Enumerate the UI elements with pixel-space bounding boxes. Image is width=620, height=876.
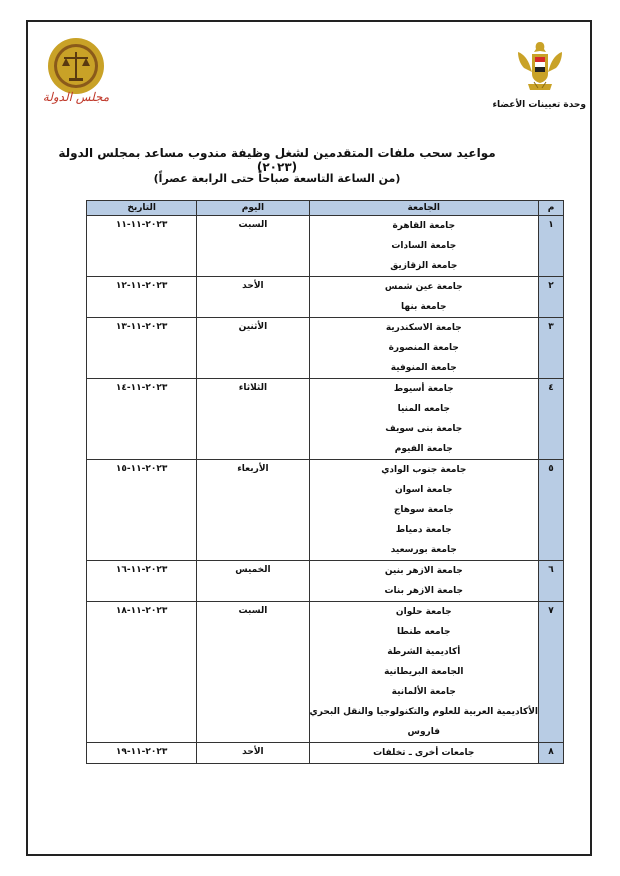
table-row bbox=[87, 318, 564, 379]
schedule-table bbox=[86, 200, 564, 764]
header-university: الجامعة bbox=[309, 201, 539, 216]
row-day: السبت bbox=[197, 602, 309, 743]
row-date: ٢٠٢٣-١١-١٨ bbox=[87, 602, 197, 743]
university-name: جامعه طنطا bbox=[397, 627, 451, 637]
university-name: جامعة اسوان bbox=[395, 485, 453, 495]
table-header-row bbox=[87, 201, 564, 216]
university-name: جامعة سوهاج bbox=[393, 505, 454, 515]
header-date: التاريخ bbox=[87, 201, 197, 216]
row-date: ٢٠٢٣-١١-١٩ bbox=[87, 743, 197, 764]
university-name: جامعه المنيا bbox=[397, 404, 450, 414]
university-name: جامعة جنوب الوادي bbox=[381, 465, 467, 475]
row-num: ٢ bbox=[539, 277, 564, 318]
university-name: جامعة القاهرة bbox=[392, 221, 456, 231]
university-name: جامعة الفيوم bbox=[394, 444, 453, 454]
row-day: الخميس bbox=[197, 561, 309, 602]
eagle-emblem-icon bbox=[514, 38, 566, 94]
university-name: جامعة الألمانية bbox=[391, 687, 456, 697]
row-num: ٧ bbox=[539, 602, 564, 743]
university-name: جامعة أسيوط bbox=[393, 384, 454, 394]
row-universities bbox=[309, 216, 539, 277]
row-date: ٢٠٢٣-١١-١٤ bbox=[87, 379, 197, 460]
document-title: مواعيد سحب ملفات المتقدمين لشغل وظيفة مندوب مساعد بمجلس الدولة (٢٠٢٣) bbox=[58, 146, 496, 174]
row-day: السبت bbox=[197, 216, 309, 277]
table-row bbox=[87, 277, 564, 318]
university-name: جامعة بورسعيد bbox=[390, 545, 457, 555]
row-universities bbox=[309, 277, 539, 318]
university-name: جامعة المنوفية bbox=[390, 363, 457, 373]
row-date: ٢٠٢٣-١١-١٥ bbox=[87, 460, 197, 561]
table-row bbox=[87, 216, 564, 277]
university-name: جامعة عين شمس bbox=[384, 282, 463, 292]
table-row bbox=[87, 743, 564, 764]
university-name: جامعة بنى سويف bbox=[385, 424, 463, 434]
university-name: جامعة بنها bbox=[401, 302, 447, 312]
table-row bbox=[87, 602, 564, 743]
row-num: ٦ bbox=[539, 561, 564, 602]
row-day: الأحد bbox=[197, 743, 309, 764]
university-name: جامعة دمياط bbox=[395, 525, 452, 535]
row-num: ٥ bbox=[539, 460, 564, 561]
row-universities bbox=[309, 460, 539, 561]
row-universities bbox=[309, 602, 539, 743]
university-name: جامعة الزقازيق bbox=[390, 261, 458, 271]
university-name: فاروس bbox=[407, 727, 440, 737]
table-row bbox=[87, 379, 564, 460]
university-name: الأكاديمية العربية للعلوم والتكنولوجيا والنقل البحري bbox=[309, 707, 539, 717]
university-name: جامعة حلوان bbox=[395, 607, 452, 617]
row-num: ١ bbox=[539, 216, 564, 277]
row-universities bbox=[309, 318, 539, 379]
row-day: الثلاثاء bbox=[197, 379, 309, 460]
table-row bbox=[87, 460, 564, 561]
header-day: اليوم bbox=[197, 201, 309, 216]
row-day: الأحد bbox=[197, 277, 309, 318]
row-date: ٢٠٢٣-١١-١٣ bbox=[87, 318, 197, 379]
university-name: جامعة الاسكندرية bbox=[385, 323, 462, 333]
row-universities bbox=[309, 561, 539, 602]
university-name: جامعة السادات bbox=[391, 241, 457, 251]
row-universities bbox=[309, 743, 539, 764]
row-day: الأربعاء bbox=[197, 460, 309, 561]
row-day: الأثنين bbox=[197, 318, 309, 379]
university-name: جامعة الازهر بنين bbox=[384, 566, 463, 576]
table-row bbox=[87, 561, 564, 602]
row-num: ٤ bbox=[539, 379, 564, 460]
row-date: ٢٠٢٣-١١-١٢ bbox=[87, 277, 197, 318]
university-name: جامعة الازهر بنات bbox=[384, 586, 464, 596]
university-name: الجامعة البريطانية bbox=[384, 667, 464, 677]
document-subtitle: (من الساعة التاسعة صباحاً حتى الرابعة عصراً) bbox=[153, 172, 401, 185]
state-council-logo-text: مجلس الدولة bbox=[42, 90, 110, 104]
header-num: م bbox=[539, 201, 564, 216]
university-name: أكاديمية الشرطة bbox=[387, 647, 461, 657]
university-name: جامعات أخرى ـ تخلفات bbox=[373, 748, 475, 758]
row-universities bbox=[309, 379, 539, 460]
row-date: ٢٠٢٣-١١-١١ bbox=[87, 216, 197, 277]
row-date: ٢٠٢٣-١١-١٦ bbox=[87, 561, 197, 602]
unit-label: وحدة تعيينات الأعضاء bbox=[492, 100, 586, 110]
university-name: جامعة المنصورة bbox=[388, 343, 459, 353]
row-num: ٣ bbox=[539, 318, 564, 379]
row-num: ٨ bbox=[539, 743, 564, 764]
